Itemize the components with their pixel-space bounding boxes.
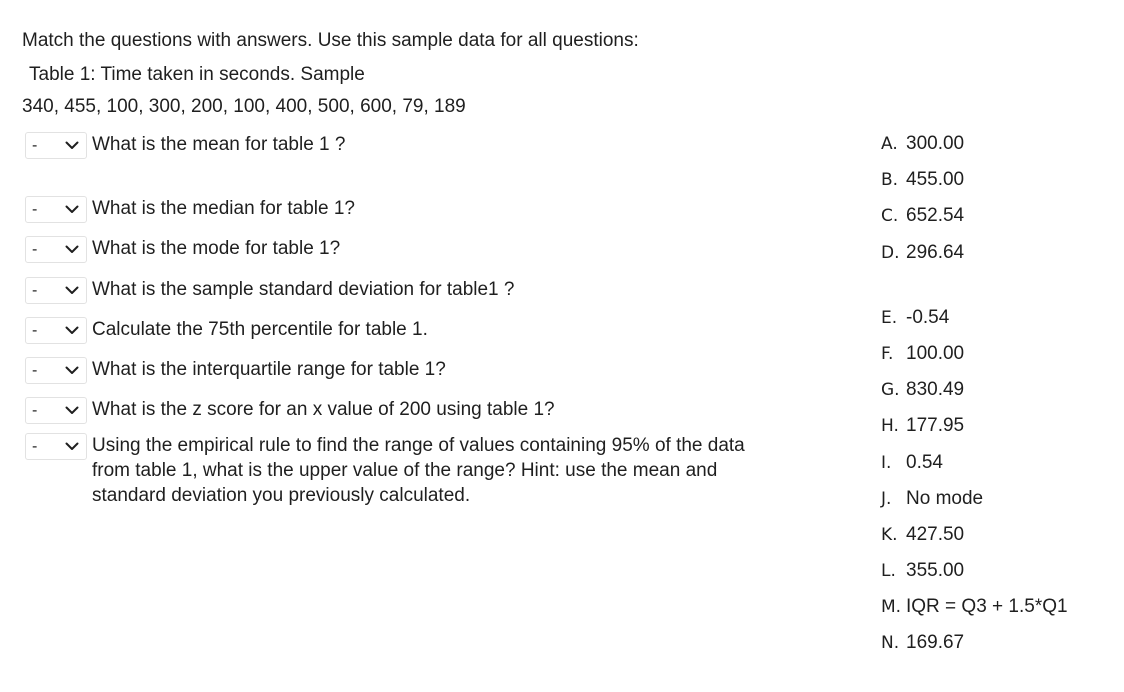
answer-option bbox=[881, 415, 964, 437]
answer-select[interactable] bbox=[25, 277, 87, 304]
answer-select[interactable] bbox=[25, 397, 87, 424]
question-text bbox=[92, 397, 555, 422]
question-text-line: What is the mode for table 1? bbox=[92, 238, 341, 259]
question-text-line: What is the median for table 1? bbox=[92, 198, 355, 219]
answer-value: 455.00 bbox=[906, 169, 965, 190]
answer-value: -0.54 bbox=[906, 307, 950, 328]
answer-option bbox=[881, 205, 964, 227]
question-text bbox=[92, 433, 745, 508]
answer-value: IQR = Q3 + 1.5*Q1 bbox=[906, 596, 1068, 617]
answer-value: 177.95 bbox=[906, 415, 965, 436]
select-value: - bbox=[32, 137, 38, 154]
answer-value: 300.00 bbox=[906, 133, 965, 154]
chevron-down-icon bbox=[65, 141, 79, 150]
answer-value: 100.00 bbox=[906, 343, 965, 364]
select-value: - bbox=[32, 322, 38, 339]
answer-select[interactable] bbox=[25, 236, 87, 263]
answer-letter: F. bbox=[881, 344, 894, 364]
answer-select[interactable] bbox=[25, 132, 87, 159]
question-text bbox=[92, 132, 345, 157]
chevron-down-icon bbox=[65, 245, 79, 254]
answer-value: 427.50 bbox=[906, 524, 965, 545]
answer-option bbox=[881, 632, 964, 654]
answer-letter: D. bbox=[881, 243, 900, 263]
answer-letter: E. bbox=[881, 308, 898, 328]
select-value: - bbox=[32, 438, 38, 455]
question-text-line: What is the z score for an x value of 200 using table 1? bbox=[92, 399, 555, 420]
answer-select[interactable] bbox=[25, 317, 87, 344]
answer-letter: H. bbox=[881, 416, 899, 436]
question-text-line: from table 1, what is the upper value of the range? Hint: use the mean and bbox=[92, 460, 718, 481]
answer-option bbox=[881, 133, 964, 155]
answer-select[interactable] bbox=[25, 196, 87, 223]
answer-option bbox=[881, 307, 949, 329]
question-text bbox=[92, 196, 355, 221]
chevron-down-icon bbox=[65, 406, 79, 415]
answer-value: 0.54 bbox=[906, 452, 943, 473]
answer-option bbox=[881, 524, 964, 546]
question-text-line: Calculate the 75th percentile for table 1. bbox=[92, 319, 428, 340]
answer-value: 355.00 bbox=[906, 560, 965, 581]
question-text-line: What is the sample standard deviation for table1 ? bbox=[92, 279, 515, 300]
answer-value: 830.49 bbox=[906, 379, 965, 400]
answer-letter: G. bbox=[881, 380, 900, 400]
answer-option bbox=[881, 242, 964, 264]
chevron-down-icon bbox=[65, 442, 79, 451]
table-caption: Table 1: Time taken in seconds. Sample bbox=[29, 64, 365, 85]
answer-value: 296.64 bbox=[906, 242, 965, 263]
chevron-down-icon bbox=[65, 326, 79, 335]
select-value: - bbox=[32, 402, 38, 419]
answer-option bbox=[881, 343, 964, 365]
answer-option bbox=[881, 560, 964, 582]
chevron-down-icon bbox=[65, 205, 79, 214]
answer-letter: K. bbox=[881, 525, 898, 545]
question-text-line: What is the interquartile range for table 1? bbox=[92, 359, 446, 380]
answer-letter: I. bbox=[881, 453, 892, 473]
chevron-down-icon bbox=[65, 366, 79, 375]
answer-letter: C. bbox=[881, 206, 899, 226]
answer-option bbox=[881, 379, 964, 401]
chevron-down-icon bbox=[65, 286, 79, 295]
answer-value: 652.54 bbox=[906, 205, 965, 226]
question-text bbox=[92, 236, 340, 261]
question-text-line: What is the mean for table 1 ? bbox=[92, 134, 346, 155]
answer-letter: J. bbox=[881, 489, 892, 509]
answer-letter: B. bbox=[881, 170, 899, 190]
sample-data: 340, 455, 100, 300, 200, 100, 400, 500, 600, 79, 189 bbox=[22, 96, 466, 117]
select-value: - bbox=[32, 362, 38, 379]
answer-select[interactable] bbox=[25, 433, 87, 460]
instruction-text: Match the questions with answers. Use this sample data for all questions: bbox=[22, 30, 639, 51]
answer-letter: L. bbox=[881, 561, 896, 581]
question-text bbox=[92, 277, 514, 302]
select-value: - bbox=[32, 282, 38, 299]
answer-letter: A. bbox=[881, 134, 898, 154]
question-text-line: Using the empirical rule to find the range of values containing 95% of the data bbox=[92, 435, 745, 456]
answer-option bbox=[881, 169, 964, 191]
answer-value: No mode bbox=[906, 488, 984, 509]
answer-select[interactable] bbox=[25, 357, 87, 384]
question-text bbox=[92, 357, 446, 382]
answer-letter: N. bbox=[881, 633, 900, 653]
answer-letter: M. bbox=[881, 597, 902, 617]
answer-option bbox=[881, 452, 943, 474]
answer-value: 169.67 bbox=[906, 632, 965, 653]
answer-option bbox=[881, 488, 983, 510]
question-text bbox=[92, 317, 428, 342]
select-value: - bbox=[32, 241, 38, 258]
question-text-line: standard deviation you previously calculated. bbox=[92, 485, 471, 506]
select-value: - bbox=[32, 201, 38, 218]
answer-option bbox=[881, 596, 1068, 618]
